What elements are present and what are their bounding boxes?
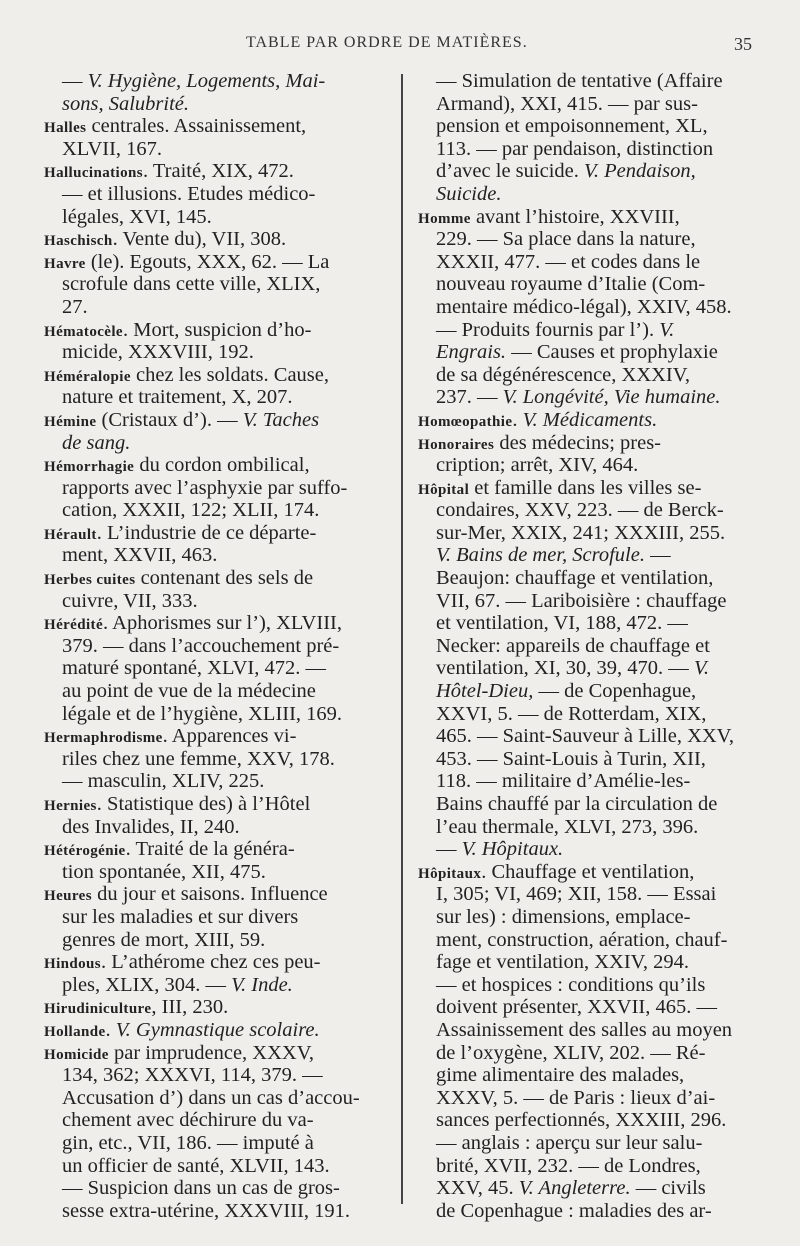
entry-text: . Chauffage et ventilation, xyxy=(481,860,695,883)
index-entry-term: Hindous xyxy=(44,956,101,973)
text-line xyxy=(44,657,394,680)
text-line xyxy=(418,725,756,748)
entry-text: condaires, XXV, 223. — de Berck- xyxy=(436,499,724,522)
entry-text: . Mort, suspicion d’ho- xyxy=(122,318,312,341)
entry-text: gime alimentaire des malades, xyxy=(436,1064,685,1087)
index-entry-term: Hernies xyxy=(44,798,97,814)
entry-text: 453. — Saint-Louis à Turin, XII, xyxy=(436,747,706,770)
text-line xyxy=(44,635,394,658)
entry-text: 229. — Sa place dans la nature, xyxy=(436,228,696,251)
entry-text: VII, 67. — Lariboisière : chauffage xyxy=(436,589,727,612)
entry-text: . xyxy=(105,1018,116,1041)
entry-text: 27. xyxy=(62,295,88,318)
entry-text: — civils xyxy=(630,1177,706,1200)
italic-reference: V. Bains de mer, Scrofule. xyxy=(436,544,645,567)
entry-text: Armand), XXI, 415. — par sus- xyxy=(436,92,698,115)
entry-text: — Produits fournis par l’). xyxy=(436,318,660,341)
text-line xyxy=(418,816,756,839)
italic-reference: V. Gymnastique scolaire. xyxy=(115,1018,320,1041)
entry-text: . Traité, XIX, 472. xyxy=(142,160,294,183)
text-line xyxy=(418,793,756,816)
entry-text: centrales. Assainissement, xyxy=(86,115,307,138)
entry-text: avant l’histoire, XXVIII, xyxy=(470,205,680,228)
entry-text: d’avec le suicide. xyxy=(436,160,584,183)
text-line xyxy=(418,748,756,771)
entry-text: sur les) : dimensions, emplace- xyxy=(436,905,691,928)
text-line xyxy=(418,1155,756,1178)
index-entry-term: Herbes cuites xyxy=(44,572,136,589)
text-line xyxy=(44,929,394,952)
index-entry-term: Hôpitaux xyxy=(418,865,482,882)
text-line xyxy=(418,612,756,635)
text-line xyxy=(418,1087,756,1110)
text-line xyxy=(44,612,394,635)
entry-text: . Traité de la généra- xyxy=(125,838,295,861)
text-line xyxy=(44,1177,394,1200)
entry-text: (Cristaux d’). — xyxy=(96,408,243,431)
italic-reference: Hôtel-Dieu, xyxy=(436,680,534,703)
text-line xyxy=(418,115,756,138)
entry-text: et famille dans les villes se- xyxy=(469,476,702,499)
entry-text: (le). Egouts, XXX, 62. — La xyxy=(85,250,330,273)
text-line xyxy=(418,590,756,613)
index-entry-term: Hétérogénie xyxy=(44,843,126,860)
entry-text: riles chez une femme, XXV, 178. xyxy=(62,747,335,770)
text-line xyxy=(418,1200,756,1223)
entry-text: tion spontanée, XII, 475. xyxy=(62,860,266,883)
index-entry-term: Homicide xyxy=(44,1046,109,1063)
text-line xyxy=(418,160,756,183)
index-entry-term: Hérault xyxy=(44,526,97,543)
entry-text: rapports avec l’asphyxie par suffo- xyxy=(62,476,348,499)
entry-text: 134, 362; XXXVI, 114, 379. — xyxy=(62,1064,323,1087)
entry-text: — de Copenhague, xyxy=(533,680,697,703)
entry-text: — xyxy=(62,70,88,92)
text-line xyxy=(418,544,756,567)
entry-text: maturé spontané, XLVI, 472. — xyxy=(62,657,326,680)
entry-text: — Suspicion dans un cas de gros- xyxy=(62,1177,340,1200)
italic-reference: Engrais. xyxy=(436,341,507,364)
entry-text: chement avec déchirure du va- xyxy=(62,1109,314,1132)
entry-text: ment, construction, aération, chauf- xyxy=(436,928,728,951)
entry-text: au point de vue de la médecine xyxy=(62,680,316,703)
entry-text: légale et de l’hygiène, XLIII, 169. xyxy=(62,702,343,725)
entry-text: XXVI, 5. — de Rotterdam, XIX, xyxy=(436,702,707,725)
italic-reference: V. Angleterre. xyxy=(518,1177,631,1200)
entry-text: — Causes et prophylaxie xyxy=(506,341,718,364)
entry-text: par imprudence, XXXV, xyxy=(108,1041,314,1064)
text-line xyxy=(418,1132,756,1155)
entry-text: — et illusions. Etudes médico- xyxy=(62,182,316,205)
entry-text: des médecins; pres- xyxy=(494,431,662,454)
italic-reference: V. xyxy=(659,318,675,341)
text-line xyxy=(418,432,756,455)
entry-text: Bains chauffé par la circulation de xyxy=(436,793,718,815)
italic-reference: V. Inde. xyxy=(231,973,293,996)
text-line xyxy=(418,522,756,545)
text-line xyxy=(44,1109,394,1132)
text-line xyxy=(418,499,756,522)
text-line xyxy=(418,1064,756,1087)
entry-text: gin, etc., VII, 186. — imputé à xyxy=(62,1131,314,1154)
entry-text: sesse extra-utérine, XXXVIII, 191. xyxy=(62,1199,351,1222)
text-line xyxy=(44,1132,394,1155)
right-column xyxy=(418,70,756,1222)
entry-text: des Invalides, II, 240. xyxy=(62,815,240,838)
entry-text: 379. — dans l’accouchement pré- xyxy=(62,634,340,657)
text-line xyxy=(418,1177,756,1200)
index-entry-term: Haschisch xyxy=(44,233,113,250)
text-line xyxy=(418,228,756,251)
text-line xyxy=(418,838,756,861)
text-line xyxy=(44,160,394,183)
text-line xyxy=(44,1155,394,1178)
entry-text: 118. — militaire d’Amélie-les- xyxy=(436,770,691,793)
index-entry-term: Hémine xyxy=(44,413,97,430)
text-line xyxy=(44,1042,394,1065)
entry-text: chez les soldats. Cause, xyxy=(130,363,329,386)
text-line xyxy=(44,273,394,296)
entry-text: genres de mort, XIII, 59. xyxy=(62,928,266,951)
text-line xyxy=(44,567,394,590)
index-entry-term: Homme xyxy=(418,210,471,227)
entry-text: . L’athérome chez ces peu- xyxy=(101,951,321,974)
text-line xyxy=(44,838,394,861)
index-entry-term: Hérédité xyxy=(44,617,104,634)
text-line xyxy=(44,477,394,500)
entry-text: — anglais : aperçu sur leur salu- xyxy=(436,1131,703,1154)
text-line xyxy=(418,296,756,319)
text-line xyxy=(44,409,394,432)
text-line xyxy=(418,703,756,726)
entry-text: cription; arrêt, XIV, 464. xyxy=(436,454,639,477)
index-entry-term: Hôpital xyxy=(418,481,470,498)
entry-text: un officier de santé, XLVII, 143. xyxy=(62,1154,330,1177)
entry-text: , III, 230. xyxy=(151,996,229,1019)
text-line xyxy=(418,93,756,116)
index-entry-term: Hématocèle xyxy=(44,323,123,340)
text-line xyxy=(44,70,394,93)
entry-text: ventilation, XI, 30, 39, 470. — xyxy=(436,657,694,680)
left-column xyxy=(44,70,394,1222)
entry-text: cation, XXXII, 122; XLII, 174. xyxy=(62,499,320,522)
index-entry-term: Hermaphrodisme xyxy=(44,730,163,747)
entry-text: cuivre, VII, 333. xyxy=(62,589,198,612)
entry-text: — masculin, XLIV, 225. xyxy=(62,770,265,793)
italic-reference: sons, Salubrité. xyxy=(62,92,189,115)
entry-text: 113. — par pendaison, distinction xyxy=(436,137,714,160)
entry-text: ples, XLIX, 304. — xyxy=(62,973,232,996)
text-line xyxy=(44,951,394,974)
entry-text: . Aphorismes sur l’), XLVIII, xyxy=(103,612,342,635)
text-line xyxy=(44,793,394,816)
italic-reference: Suicide. xyxy=(436,182,502,205)
index-entry-term: Halles xyxy=(44,120,87,137)
text-line xyxy=(44,319,394,342)
entry-text: 237. — xyxy=(436,386,503,409)
entry-text: XLVII, 167. xyxy=(62,137,163,160)
entry-text: I, 305; VI, 469; XII, 158. — Essai xyxy=(436,883,717,906)
index-entry-term: Homœopathie xyxy=(418,413,513,430)
text-line xyxy=(44,296,394,319)
italic-reference: V. xyxy=(693,657,709,680)
entry-text: du jour et saisons. Influence xyxy=(91,883,328,906)
text-line xyxy=(418,138,756,161)
entry-text: . Apparences vi- xyxy=(162,725,297,748)
entry-text: XXXV, 5. — de Paris : lieux d’ai- xyxy=(436,1086,716,1109)
entry-text: Accusation d’) dans un cas d’accou- xyxy=(62,1086,360,1109)
text-line xyxy=(418,1109,756,1132)
text-line xyxy=(418,951,756,974)
italic-reference: V. Pendaison, xyxy=(583,160,696,183)
entry-text: — et hospices : conditions qu’ils xyxy=(436,973,706,996)
text-line xyxy=(418,273,756,296)
entry-text: ment, XXVII, 463. xyxy=(62,544,218,567)
text-line xyxy=(418,861,756,884)
index-entry-term: Honoraires xyxy=(418,436,495,453)
index-entry-term: Havre xyxy=(44,255,86,272)
page-header xyxy=(0,34,800,58)
entry-text: de sa dégénérescence, XXXIV, xyxy=(436,363,691,386)
text-line xyxy=(418,386,756,409)
text-line xyxy=(418,454,756,477)
text-line xyxy=(44,499,394,522)
italic-reference: de sang. xyxy=(62,431,131,454)
entry-text: . Vente du), VII, 308. xyxy=(112,228,287,251)
entry-text: . xyxy=(512,408,523,431)
index-entry-term: Hémorrhagie xyxy=(44,459,135,476)
text-line xyxy=(418,680,756,703)
entry-text: sur les maladies et sur divers xyxy=(62,905,299,928)
entry-text: nouveau royaume d’Italie (Com- xyxy=(436,273,706,296)
entry-text: l’eau thermale, XLVI, 273, 396. xyxy=(436,815,699,838)
text-line xyxy=(44,341,394,364)
entry-text: sur-Mer, XXIX, 241; XXXIII, 255. xyxy=(436,521,726,544)
column-divider xyxy=(401,74,403,1204)
text-line xyxy=(418,364,756,387)
text-line xyxy=(44,680,394,703)
text-line xyxy=(44,228,394,251)
text-line xyxy=(418,183,756,206)
text-line xyxy=(418,635,756,658)
text-line xyxy=(44,454,394,477)
italic-reference: V. Hôpitaux. xyxy=(461,838,564,861)
text-line xyxy=(44,138,394,161)
entry-text: mentaire médico-légal), XXIV, 458. xyxy=(436,295,732,318)
entry-text: pension et empoisonnement, XL, xyxy=(436,115,708,138)
italic-reference: V. Longévité, Vie humaine. xyxy=(502,386,721,409)
entry-text: et ventilation, VI, 188, 472. — xyxy=(436,612,688,635)
text-line xyxy=(418,1019,756,1042)
text-line xyxy=(44,1019,394,1042)
running-title: TABLE PAR ORDRE DE MATIÈRES. xyxy=(246,34,528,51)
entry-text: Necker: appareils de chauffage et xyxy=(436,634,710,657)
text-line xyxy=(418,996,756,1019)
italic-reference: V. Hygiène, Logements, Mai- xyxy=(87,70,326,92)
entry-text: — Simulation de tentative (Affaire xyxy=(436,70,723,92)
text-line xyxy=(418,657,756,680)
entry-text: fage et ventilation, XXIV, 294. xyxy=(436,951,689,974)
entry-text: XXV, 45. xyxy=(436,1177,519,1200)
entry-text: nature et traitement, X, 207. xyxy=(62,386,293,409)
text-line xyxy=(44,974,394,997)
text-line xyxy=(418,70,756,93)
italic-reference: V. Taches xyxy=(242,408,320,431)
text-line xyxy=(418,906,756,929)
index-entry-term: Heures xyxy=(44,888,92,905)
entry-text: . L’industrie de ce départe- xyxy=(96,521,317,544)
text-line xyxy=(44,522,394,545)
page-number: 35 xyxy=(734,34,752,54)
entry-text: de Copenhague : maladies des ar- xyxy=(436,1199,712,1222)
text-line xyxy=(44,1087,394,1110)
text-line xyxy=(418,251,756,274)
entry-text: Beaujon: chauffage et ventilation, xyxy=(436,567,714,590)
text-line xyxy=(418,409,756,432)
text-line xyxy=(44,386,394,409)
text-line xyxy=(44,748,394,771)
text-line xyxy=(418,883,756,906)
entry-text: — xyxy=(436,838,462,861)
text-line xyxy=(44,544,394,567)
text-line xyxy=(44,996,394,1019)
text-line xyxy=(418,770,756,793)
text-line xyxy=(44,703,394,726)
entry-text: doivent présenter, XXVII, 465. — xyxy=(436,996,717,1019)
text-line xyxy=(44,183,394,206)
text-line xyxy=(44,725,394,748)
index-entry-term: Hollande xyxy=(44,1023,106,1040)
text-line xyxy=(418,206,756,229)
text-line xyxy=(44,861,394,884)
text-line xyxy=(418,929,756,952)
entry-text: micide, XXXVIII, 192. xyxy=(62,341,254,364)
text-line xyxy=(44,115,394,138)
text-line xyxy=(44,1200,394,1223)
text-line xyxy=(44,364,394,387)
text-line xyxy=(44,906,394,929)
text-line xyxy=(418,567,756,590)
text-line xyxy=(44,93,394,116)
text-line xyxy=(418,341,756,364)
text-line xyxy=(44,251,394,274)
text-line xyxy=(44,816,394,839)
text-line xyxy=(418,1042,756,1065)
text-line xyxy=(44,590,394,613)
index-entry-term: Hallucinations xyxy=(44,165,143,182)
index-entry-term: Hirudiniculture xyxy=(44,1001,152,1018)
entry-text: 465. — Saint-Sauveur à Lille, XXV, xyxy=(436,725,734,748)
text-line xyxy=(418,974,756,997)
entry-text: légales, XVI, 145. xyxy=(62,205,212,228)
index-entry-term: Héméralopie xyxy=(44,368,131,385)
entry-text: scrofule dans cette ville, XLIX, xyxy=(62,273,321,296)
entry-text: de l’oxygène, XLIV, 202. — Ré- xyxy=(436,1041,706,1064)
text-line xyxy=(44,883,394,906)
text-line xyxy=(44,770,394,793)
text-line xyxy=(418,477,756,500)
entry-text: . Statistique des) à l’Hôtel xyxy=(96,793,311,815)
entry-text: XXXII, 477. — et codes dans le xyxy=(436,250,701,273)
entry-text: — xyxy=(644,544,671,567)
text-line xyxy=(44,206,394,229)
entry-text: Assainissement des salles au moyen xyxy=(436,1018,733,1041)
text-line xyxy=(44,1064,394,1087)
entry-text: sances perfectionnés, XXXIII, 296. xyxy=(436,1109,727,1132)
entry-text: contenant des sels de xyxy=(135,567,314,590)
italic-reference: V. Médicaments. xyxy=(522,408,658,431)
text-line xyxy=(44,432,394,455)
entry-text: du cordon ombilical, xyxy=(134,454,310,477)
entry-text: brité, XVII, 232. — de Londres, xyxy=(436,1154,701,1177)
text-line xyxy=(418,319,756,342)
